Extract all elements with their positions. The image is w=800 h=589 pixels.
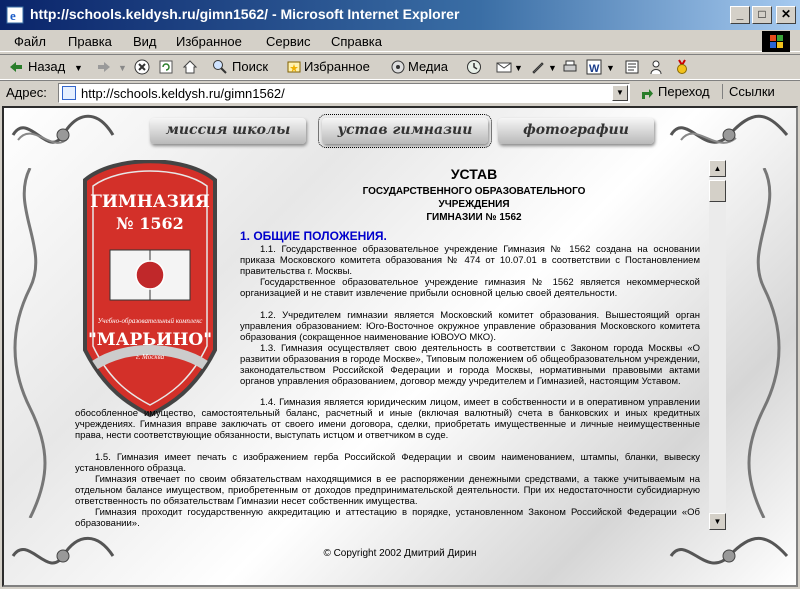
address-input[interactable] — [81, 85, 601, 101]
web-page — [4, 108, 796, 585]
medal-icon[interactable] — [674, 59, 690, 75]
minimize-button[interactable]: _ — [730, 6, 750, 24]
document-title: УСТАВ — [450, 166, 498, 182]
nav-charter[interactable]: устав гимназии — [322, 118, 488, 144]
paragraph: 1.2. Учредителем гимназии является Московский комитет образования. Вышестоящий орган управления образованием: Юго-Восточное окружное управление образования Московского комитета образования (сокращенное наименование ЮВОУО МКО). — [240, 310, 700, 343]
search-icon[interactable] — [212, 59, 228, 75]
menu-help[interactable]: Справка — [331, 34, 382, 49]
forward-dropdown-icon[interactable]: ▼ — [118, 63, 127, 73]
back-button[interactable]: Назад — [28, 59, 66, 74]
word-edit-icon[interactable] — [586, 59, 602, 75]
paragraph: 1.5. Гимназия имеет печать с изображением герба Российской Федерации и своим наименованием, штампы, бланки, вывеску установленного образца. — [75, 452, 700, 474]
address-dropdown-icon[interactable]: ▼ — [612, 85, 628, 101]
stop-icon[interactable] — [134, 59, 150, 75]
menu-tools[interactable]: Сервис — [266, 34, 311, 49]
side-ornament-icon — [10, 168, 50, 518]
paragraph: Гимназия отвечает по своим обязательствам находящимися в ее распоряжении денежными средствами, а также учитываемым на отдельном балансе имуществом, приобретенным от доходов предпринимательской деятельности. При их недостаточности субсидиарную ответственность по обязательствам Гимназии несет собственник имущества. — [75, 474, 700, 507]
emblem-city: г. Москва — [135, 353, 165, 361]
windows-logo-icon — [762, 31, 790, 52]
content-frame — [69, 156, 705, 534]
favorites-icon[interactable] — [286, 59, 302, 75]
mail-dropdown-icon[interactable]: ▼ — [514, 63, 523, 73]
paragraph: 1.1. Государственное образовательное учреждение Гимназия № 1562 создана на основании приказа Московского комитета образования № 474 от 10.07.01 в соответствии с Постановлением правительства г. Москвы. — [240, 244, 700, 277]
edit-dropdown-icon[interactable]: ▼ — [606, 63, 615, 73]
scroll-down-icon[interactable]: ▼ — [709, 513, 726, 530]
side-ornament-icon — [744, 168, 784, 518]
paragraph: Государственное образовательное учреждение гимназия № 1562 является некоммерческой организацией и не ставит извлечение прибыли основной целью своей деятельности. — [240, 277, 700, 299]
address-bar — [0, 80, 800, 104]
address-field[interactable] — [58, 83, 630, 103]
tools-icon[interactable] — [530, 59, 546, 75]
refresh-icon[interactable] — [158, 59, 174, 75]
paragraph: Гимназия проходит государственную аккредитацию и аттестацию в порядке, установленном Законом Российской Федерации «Об образовании». — [75, 507, 700, 529]
emblem-name: "МАРЬИНО" — [87, 330, 213, 350]
media-icon[interactable] — [390, 59, 406, 75]
browser-viewport — [2, 106, 798, 587]
maximize-button[interactable]: □ — [752, 6, 772, 24]
home-icon[interactable] — [182, 59, 198, 75]
subtitle-line: ГОСУДАРСТВЕННОГО ОБРАЗОВАТЕЛЬНОГО — [362, 186, 586, 197]
discuss-icon[interactable] — [624, 59, 640, 75]
svg-text:W: W — [589, 63, 600, 75]
back-arrow-icon[interactable] — [8, 59, 24, 75]
subtitle-line: УЧРЕЖДЕНИЯ — [438, 199, 510, 210]
toolbar — [0, 54, 800, 80]
scroll-thumb[interactable] — [709, 180, 726, 202]
subtitle-line: ГИМНАЗИИ № 1562 — [426, 212, 522, 223]
nav-photos[interactable]: фотографии — [498, 118, 654, 144]
history-icon[interactable] — [466, 59, 482, 75]
menu-file[interactable]: Файл — [14, 34, 46, 49]
go-button[interactable]: Переход — [658, 84, 710, 99]
menu-edit[interactable]: Правка — [68, 34, 112, 49]
media-button[interactable]: Медиа — [408, 59, 448, 74]
search-button[interactable]: Поиск — [232, 59, 269, 74]
title-bar — [0, 0, 800, 30]
content-scrollbar[interactable] — [709, 160, 726, 530]
forward-arrow-icon[interactable] — [96, 59, 112, 75]
menu-view[interactable]: Вид — [133, 34, 157, 49]
ie-logo-icon — [6, 6, 24, 24]
paragraph: 1.4. Гимназия является юридическим лицом, имеет в собственности и в оперативном управлении обособленное имущество, самостоятельный баланс, расчетный и иные (включая валютный) счета в банковских и иных кредитных учреждениях. Гимназия вправе заключать от своего имени договора, сделки, приобретать имущественные и личные неимущественные права, нести соответствующие обязанности, выступать истцом и ответчиком в суде. — [75, 397, 700, 441]
emblem-number: № 1562 — [116, 214, 184, 233]
address-label: Адрес: — [6, 85, 47, 100]
gymnasium-emblem — [75, 160, 225, 420]
menu-favorites[interactable]: Избранное — [176, 34, 242, 49]
mail-icon[interactable] — [496, 59, 512, 75]
go-arrow-icon[interactable] — [640, 87, 654, 101]
close-button[interactable]: ✕ — [776, 6, 796, 24]
back-dropdown-icon[interactable]: ▼ — [74, 63, 83, 73]
corner-ornament-icon — [666, 110, 792, 160]
menu-bar — [0, 30, 800, 52]
svg-text:e: e — [10, 8, 16, 23]
document-subtitle — [339, 185, 609, 224]
nav-mission[interactable]: миссия школы — [150, 118, 306, 144]
emblem-title: ГИМНАЗИЯ — [90, 192, 210, 212]
print-icon[interactable] — [562, 59, 578, 75]
page-icon — [62, 86, 76, 100]
emblem-caption: Учебно-образовательный комплекс — [97, 317, 203, 325]
scroll-up-icon[interactable]: ▲ — [709, 160, 726, 177]
section-heading: 1. ОБЩИЕ ПОЛОЖЕНИЯ. — [240, 229, 387, 243]
links-button[interactable]: Ссылки — [722, 84, 775, 99]
copyright-text: © Copyright 2002 Дмитрий Дирин — [323, 548, 477, 559]
window-title: http://schools.keldysh.ru/gimn1562/ - Microsoft Internet Explorer — [30, 6, 460, 22]
tools-dropdown-icon[interactable]: ▼ — [548, 63, 557, 73]
messenger-icon[interactable] — [648, 59, 664, 75]
paragraph: 1.3. Гимназия осуществляет свою деятельность в соответствии с Законом города Москвы «О развитии образования в городе Москве», Типовым положением об общеобразовательном учреждении, законодательством Российской Федерации и города Москвы, нормативными правовыми актами органов управления образованием, договор между учредителем и Гимназией, настоящим Уставом. — [240, 343, 700, 387]
favorites-button[interactable]: Избранное — [304, 59, 370, 74]
corner-ornament-icon — [8, 110, 118, 160]
